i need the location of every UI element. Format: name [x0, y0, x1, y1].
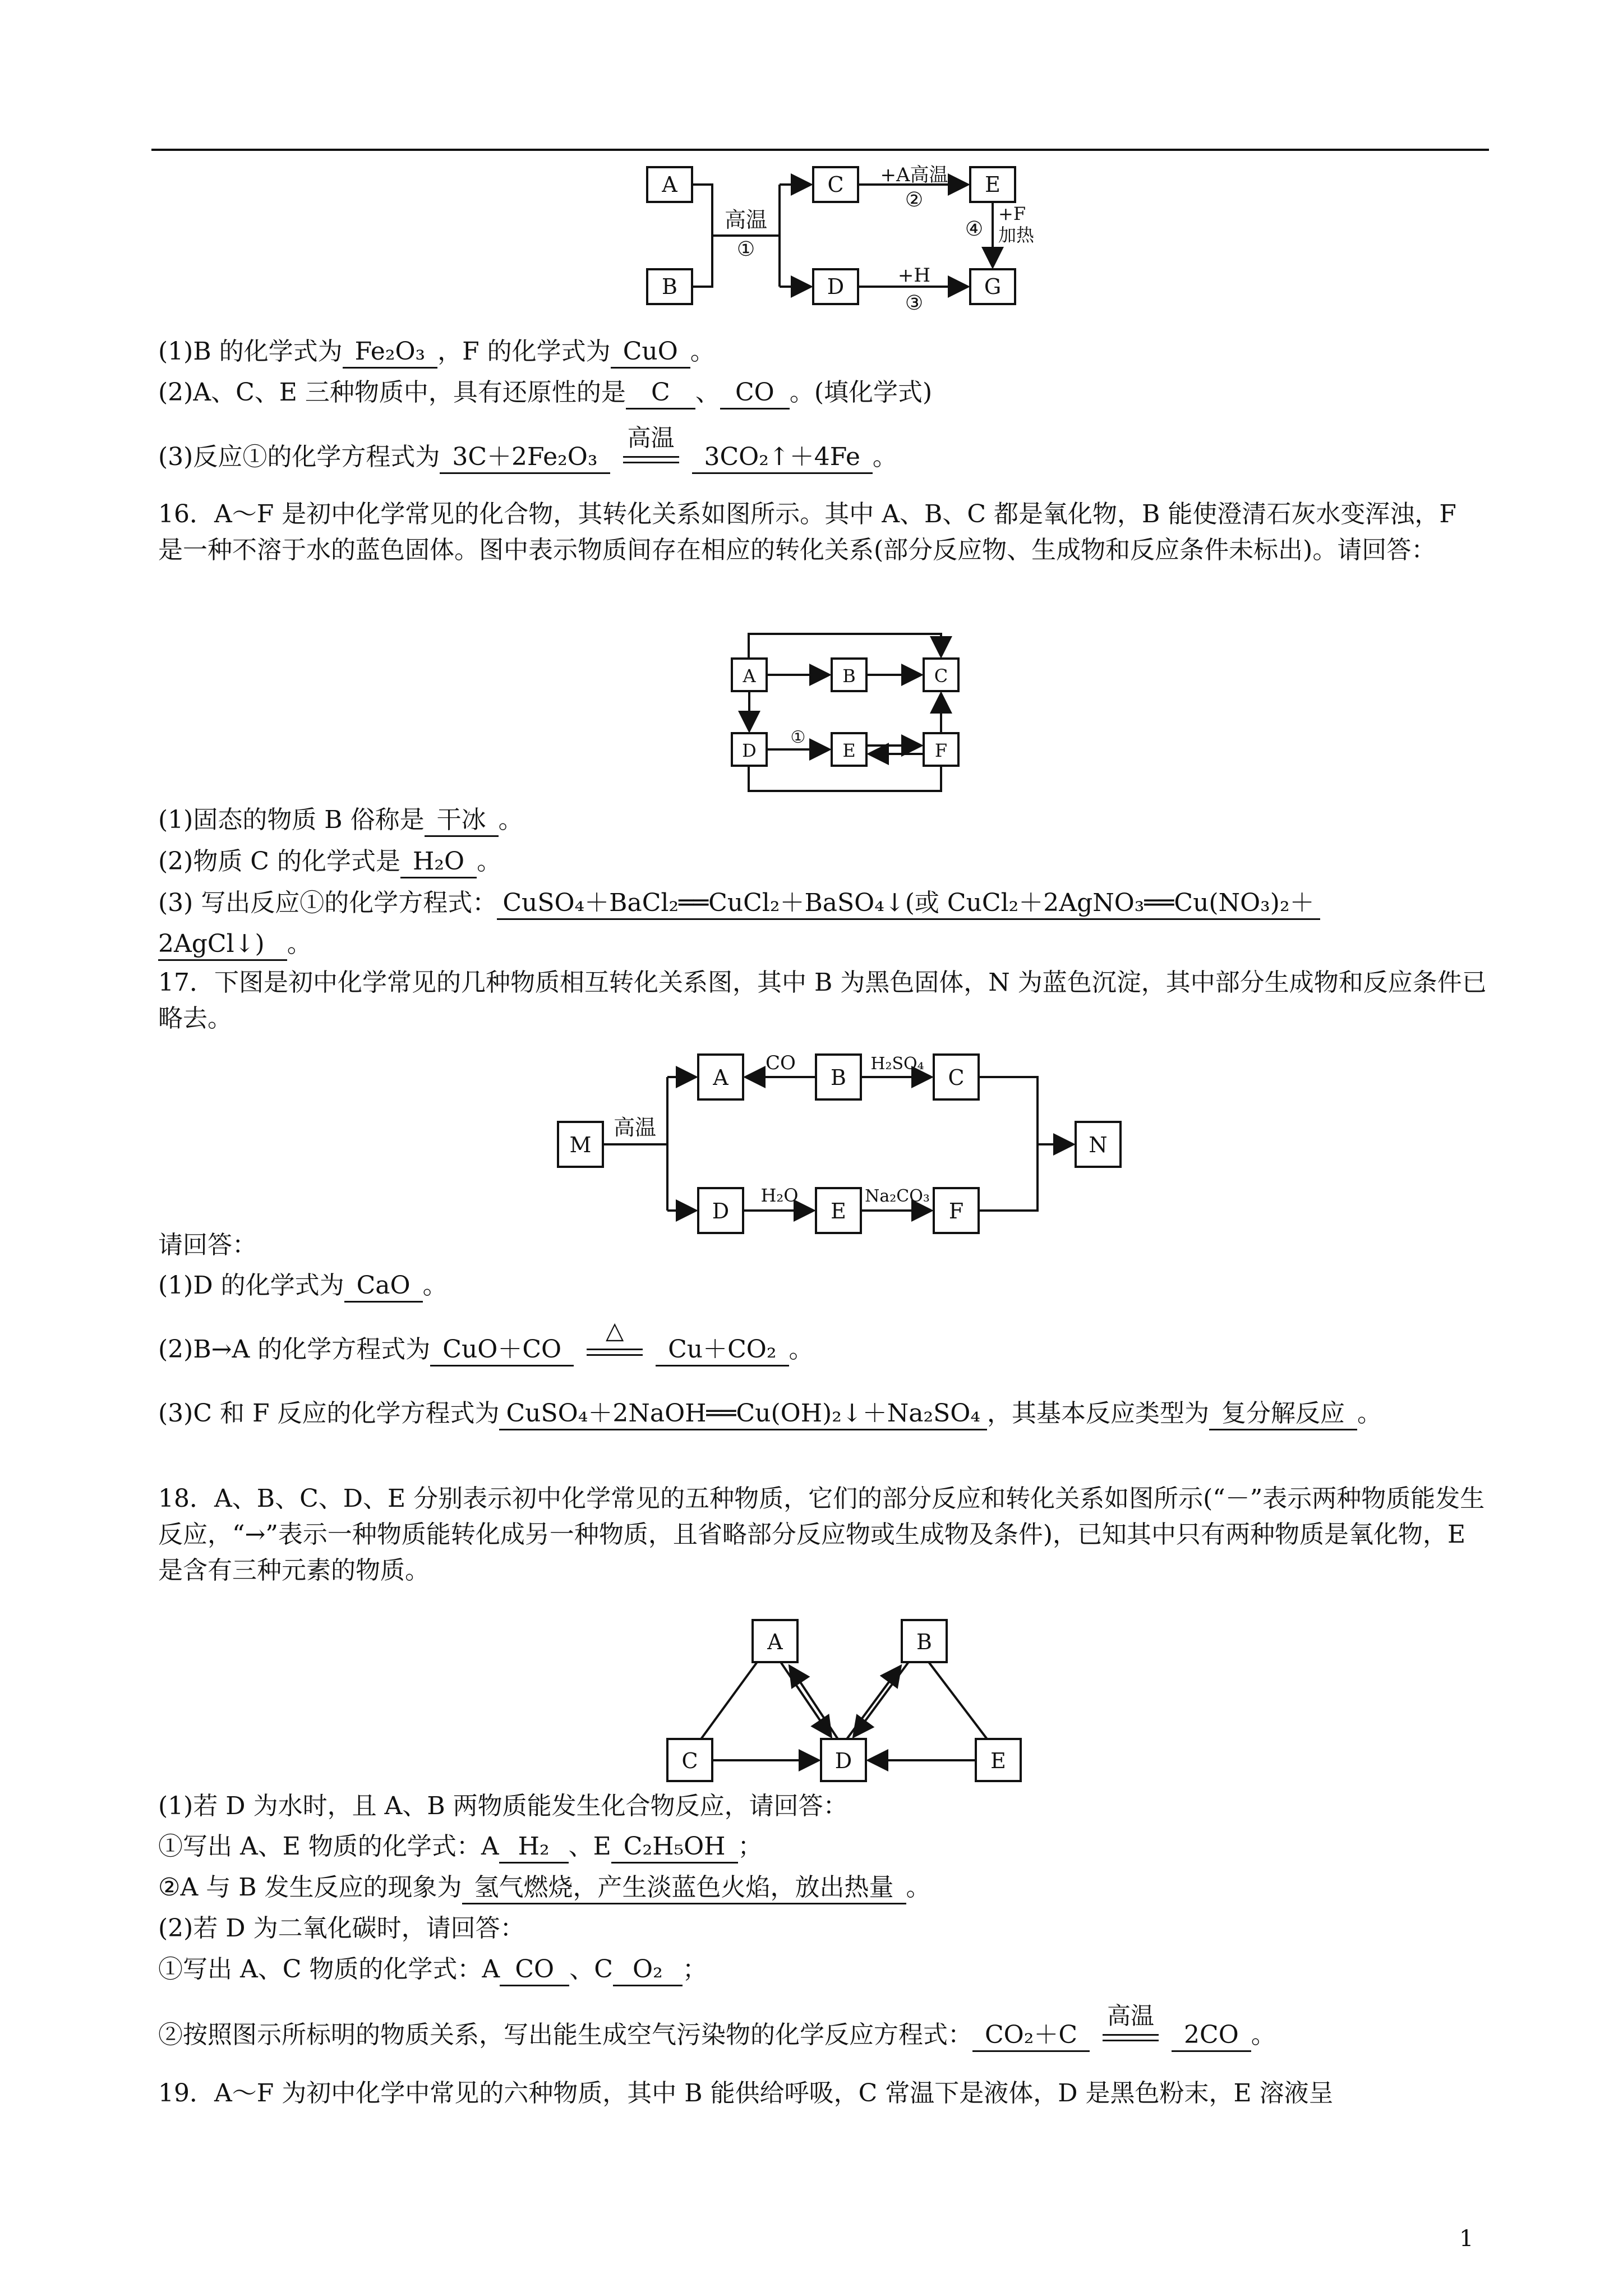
q16-part2: (2)物质 C 的化学式是 H₂O 。: [158, 845, 501, 878]
q18-answer-e1: C₂H₅OH: [611, 1832, 738, 1864]
q18-sub1: (1)若 D 为水时，且 A、B 两物质能发生化合物反应，请回答：: [158, 1792, 848, 1820]
box-b-label: B: [916, 1630, 932, 1654]
box-b-label: B: [831, 1065, 846, 1090]
q18-answer-c2: O₂: [613, 1954, 683, 1986]
box-c-label: C: [948, 1065, 965, 1090]
q15-eq-right: 3CO₂↑＋4Fe: [692, 442, 873, 474]
box-e-label: E: [831, 1199, 846, 1223]
q16-part3: (3) 写出反应①的化学方程式： CuSO₄＋BaCl₂══CuCl₂＋BaSO₄↓(或 CuCl₂＋2AgNO₃══Cu(NO₃)₂＋: [158, 886, 1320, 920]
n1-label: ①: [790, 728, 806, 747]
q18-eq-left: CO₂＋C: [972, 2020, 1090, 2052]
n2-label: ②: [905, 188, 924, 211]
box-n-label: N: [1089, 1133, 1108, 1157]
box-c-label: C: [681, 1749, 698, 1773]
q16-part1: (1)固态的物质 B 俗称是 干冰 。: [158, 803, 523, 837]
box-a-label: A: [743, 665, 756, 687]
box-a-label: A: [713, 1065, 728, 1090]
box-d-label: D: [712, 1199, 730, 1223]
q15-part3: (3)反应①的化学方程式为 3C＋2Fe₂O₃ 高温 3CO₂↑＋4Fe 。: [158, 440, 897, 474]
q18-answer-phenomenon: 氢气燃烧，产生淡蓝色火焰，放出热量: [462, 1872, 906, 1904]
q15-answer-f: CuO: [611, 337, 690, 369]
box-a-label: A: [767, 1630, 783, 1654]
n1-label: ①: [736, 238, 755, 261]
box-d-label: D: [742, 740, 757, 761]
box-d-label: D: [834, 1749, 852, 1773]
n3-label: ③: [905, 292, 924, 314]
q17-answer-1: CaO: [344, 1271, 423, 1303]
q16-answer-2: H₂O: [400, 846, 477, 878]
q16-answer-3b: 2AgCl↓): [158, 929, 287, 961]
n4-label: ④: [965, 218, 984, 241]
box-c-label: C: [827, 172, 844, 197]
q17-diagram: [550, 1043, 1133, 1234]
q15-diagram: [639, 163, 1054, 314]
q18-eq-right: 2CO: [1172, 2020, 1251, 2052]
box-d-label: D: [827, 274, 845, 299]
q18-answer-a1: H₂: [499, 1832, 569, 1864]
ef-label: Na₂CO₃: [865, 1186, 930, 1206]
q15-part1: (1)B 的化学式为 Fe₂O₃ ，F 的化学式为 CuO 。: [158, 335, 715, 369]
q17-part2: (2)B→A 的化学方程式为 CuO＋CO △ Cu＋CO₂ 。: [158, 1333, 814, 1366]
q15-answer-reducer1: C: [626, 378, 695, 409]
q17-eq-condition: △: [584, 1336, 645, 1366]
box-b-label: B: [842, 665, 856, 687]
q15-answer-b: Fe₂O₃: [343, 337, 438, 369]
q16-part3-cont: 2AgCl↓) 。: [158, 927, 312, 961]
q18-sub2b: ②按照图示所标明的物质关系，写出能生成空气污染物的化学反应方程式： CO₂＋C 高温 2CO 。: [158, 2018, 1276, 2052]
box-c-label: C: [934, 665, 948, 687]
q18-sub2: (2)若 D 为二氧化碳时，请回答：: [158, 1914, 525, 1943]
q17-eq-right: Cu＋CO₂: [656, 1335, 789, 1366]
q18-stem: 18．A、B、C、D、E 分别表示初中化学常见的五种物质，它们的部分反应和转化关系如图所示(“－”表示两种物质能发生反应，“→”表示一种物质能转化成另一种物质，且省略部分反应物或生成物及条件)，已知其中只有两种物质是氧化物，E 是含有三种元素的物质。: [158, 1484, 1485, 1585]
q15-part2: (2)A、C、E 三种物质中，具有还原性的是 C 、 CO 。(填化学式): [158, 376, 932, 409]
box-e-label: E: [985, 172, 1000, 197]
page-number: 1: [1459, 2226, 1474, 2252]
q15-eq-left: 3C＋2Fe₂O₃: [440, 442, 610, 474]
q16-answer-3a: CuSO₄＋BaCl₂══CuCl₂＋BaSO₄↓(或 CuCl₂＋2AgNO₃══Cu(NO₃)₂＋: [497, 888, 1320, 920]
m-cond-label: 高温: [613, 1115, 657, 1140]
eg-label-1: +F: [998, 203, 1026, 224]
q17-prompt: 请回答：: [158, 1231, 257, 1259]
q16-stem: 16．A～F 是初中化学常见的化合物，其转化关系如图所示。其中 A、B、C 都是氧化物，B 能使澄清石灰水变浑浊，F 是一种不溶于水的蓝色固体。图中表示物质间存在相应的转化关系(部分反应物、生成物和反应条件未标出)。请回答：: [158, 500, 1456, 564]
box-m-label: M: [569, 1133, 592, 1157]
q16-diagram: [726, 628, 973, 797]
ce-label: +A高温: [880, 164, 948, 186]
q17-answer-3b: 复分解反应: [1209, 1398, 1357, 1430]
q17-part1: (1)D 的化学式为 CaO 。: [158, 1269, 448, 1303]
q18-sub1a: ①写出 A、E 物质的化学式：A H₂ 、E C₂H₅OH ；: [158, 1830, 763, 1864]
q16-answer-1: 干冰: [425, 805, 499, 837]
q17-stem: 17．下图是初中化学常见的几种物质相互转化关系图，其中 B 为黑色固体，N 为蓝色沉淀，其中部分生成物和反应条件已略去。: [158, 968, 1487, 1033]
bc-label: H₂SO₄: [870, 1054, 924, 1074]
dg-label: +H: [897, 264, 931, 287]
q18-sub1b: ②A 与 B 发生反应的现象为 氢气燃烧，产生淡蓝色火焰，放出热量 。: [158, 1871, 931, 1904]
q18-answer-a2: CO: [500, 1954, 569, 1986]
q17-answer-3a: CuSO₄＋2NaOH══Cu(OH)₂↓＋Na₂SO₄: [499, 1398, 987, 1430]
cond1-label: 高温: [724, 208, 768, 232]
q18-diagram: [656, 1616, 1038, 1789]
box-b-label: B: [662, 274, 677, 299]
q15-eq-condition: 高温: [620, 444, 682, 474]
q17-part3: (3)C 和 F 反应的化学方程式为 CuSO₄＋2NaOH══Cu(OH)₂↓＋Na₂SO₄ ，其基本反应类型为 复分解反应 。: [158, 1397, 1382, 1430]
header-rule: [151, 149, 1489, 151]
eg-label-2: 加热: [998, 224, 1035, 246]
q18-sub2a: ①写出 A、C 物质的化学式：A CO 、C O₂ ；: [158, 1953, 707, 1986]
box-f-label: F: [934, 740, 948, 761]
q15-answer-reducer2: CO: [720, 378, 790, 409]
q17-eq-left: CuO＋CO: [430, 1335, 574, 1366]
q18-eq-condition: 高温: [1100, 2022, 1161, 2052]
ab-label: CO: [766, 1052, 796, 1074]
box-e-label: E: [990, 1749, 1006, 1773]
box-f-label: F: [948, 1199, 964, 1223]
box-e-label: E: [842, 740, 856, 761]
q19-stem: 19．A～F 为初中化学中常见的六种物质，其中 B 能供给呼吸，C 常温下是液体，D 是黑色粉末，E 溶液呈: [158, 2079, 1334, 2108]
box-g-label: G: [984, 274, 1002, 299]
de-label: H₂O: [760, 1185, 799, 1206]
box-a-label: A: [662, 172, 677, 197]
